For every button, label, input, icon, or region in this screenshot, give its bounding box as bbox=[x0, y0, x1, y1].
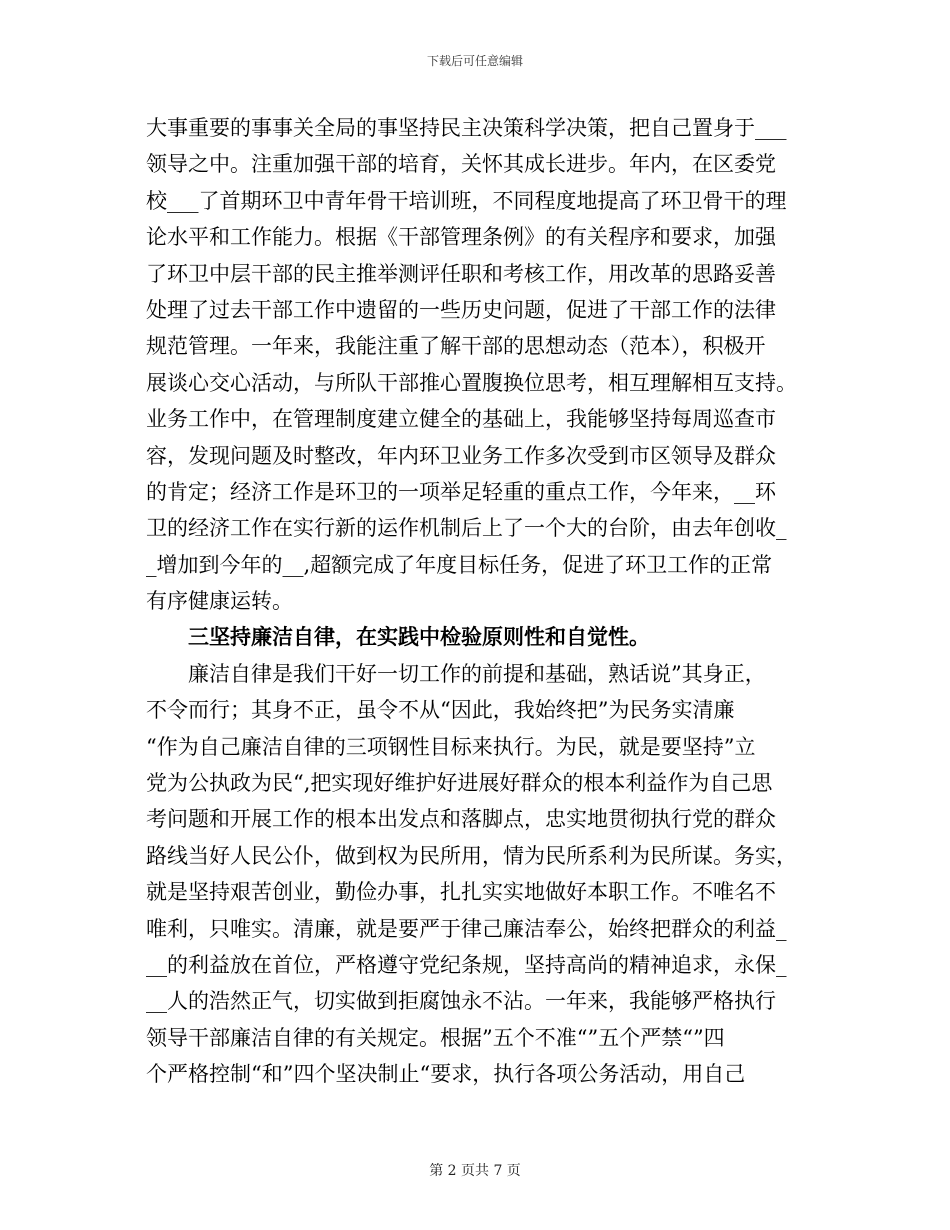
text-line: 处理了过去干部工作中遗留的一些历史问题，促进了干部工作的法律 bbox=[146, 297, 776, 322]
text-line: _增加到今年的__,超额完成了年度目标任务，促进了环卫工作的正常 bbox=[146, 552, 773, 577]
page-footer: 第 2 页共 7 页 bbox=[429, 1163, 521, 1179]
text-line: “作为自己廉洁自律的三项钢性目标来执行。为民，就是要坚持”立 bbox=[146, 734, 756, 759]
text-line: 业务工作中，在管理制度建立健全的基础上，我能够坚持每周巡查市 bbox=[146, 407, 776, 432]
text-line: 展谈心交心活动，与所队干部推心置腹换位思考，相互理解相互支持。 bbox=[146, 370, 797, 395]
paragraph-first-line: 廉洁自律是我们干好一切工作的前提和基础，熟话说”其身正， bbox=[188, 661, 766, 686]
text-line: 唯利，只唯实。清廉，就是要严于律己廉洁奉公，始终把群众的利益_ bbox=[146, 916, 787, 941]
document-body bbox=[146, 110, 806, 1093]
text-line: 就是坚持艰苦创业，勤俭办事，扎扎实实地做好本职工作。不唯名不 bbox=[146, 880, 776, 905]
text-line: 论水平和工作能力。根据《干部管理条例》的有关程序和要求，加强 bbox=[146, 225, 776, 250]
text-line: 领导干部廉洁自律的有关规定。根据”五个不准“”五个严禁“”四 bbox=[146, 1025, 725, 1050]
text-line: __人的浩然正气，切实做到拒腐蚀永不沾。一年来，我能够严格执行 bbox=[146, 989, 776, 1014]
text-line: 规范管理。一年来，我能注重了解干部的思想动态（范本），积极开 bbox=[146, 334, 766, 359]
text-line: 大事重要的事事关全局的事坚持民主决策科学决策，把自己置身于___ bbox=[146, 116, 787, 140]
text-line: 了环卫中层干部的民主推举测评任职和考核工作，用改革的思路妥善 bbox=[146, 261, 776, 286]
text-line: 党为公执政为民“,把实现好维护好进展好群众的根本利益作为自己思 bbox=[146, 771, 773, 796]
text-line: 个严格控制“和”四个坚决制止“要求，执行各项公务活动，用自己 bbox=[146, 1062, 746, 1087]
text-line: 路线当好人民公仆，做到权为民所用，情为民所系利为民所谋。务实， bbox=[146, 843, 797, 868]
text-line: 不令而行；其身不正，虽令不从“因此，我始终把”为民务实清廉 bbox=[146, 698, 735, 723]
text-line: 卫的经济工作在实行新的运作机制后上了一个大的台阶，由去年创收_ bbox=[146, 516, 787, 541]
text-line: __的利益放在首位，严格遵守党纪条规，坚持高尚的精神追求，永保_ bbox=[146, 952, 787, 977]
page-header: 下载后可任意编辑 bbox=[426, 54, 523, 68]
section-heading: 三坚持廉洁自律，在实践中检验原则性和自觉性。 bbox=[188, 624, 650, 650]
text-line: 考问题和开展工作的根本出发点和落脚点，忠实地贯彻执行党的群众 bbox=[146, 807, 776, 832]
text-line: 有序健康运转。 bbox=[146, 589, 293, 614]
text-line: 领导之中。注重加强干部的培育，关怀其成长进步。年内，在区委党 bbox=[146, 152, 776, 177]
text-line: 的肯定；经济工作是环卫的一项举足轻重的重点工作，今年来，__环 bbox=[146, 479, 776, 504]
text-line: 容，发现问题及时整改，年内环卫业务工作多次受到市区领导及群众 bbox=[146, 443, 776, 468]
text-line: 校___了首期环卫中青年骨干培训班，不同程度地提高了环卫骨干的理 bbox=[146, 188, 787, 213]
